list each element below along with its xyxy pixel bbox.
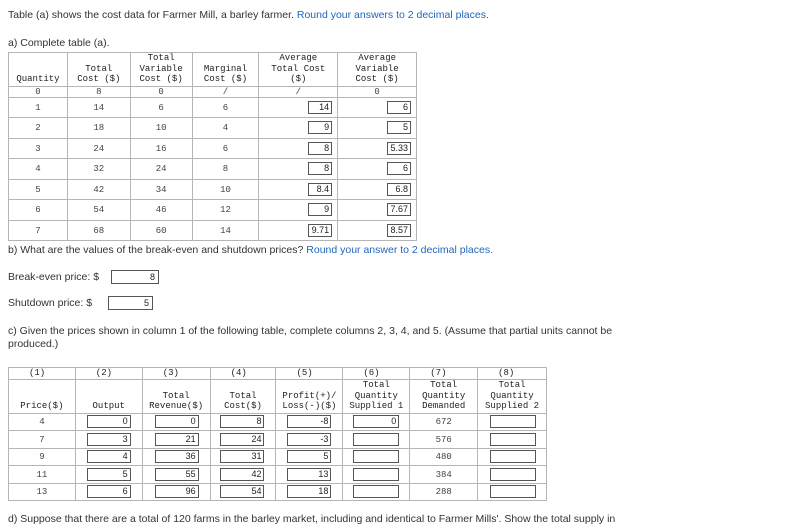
cost-table-cell	[9, 97, 68, 118]
part-c-question-line2: produced.)	[8, 338, 59, 350]
cost-table-cell	[67, 220, 130, 241]
revenue-table-cell	[210, 431, 276, 449]
part-c-question-line1: c) Given the prices shown in column 1 of the following table, complete columns 2, 3, 4, and 5. (Assume that partial units cannot be	[8, 325, 613, 337]
revenue-table-cell	[276, 483, 343, 501]
output-input[interactable]: 6	[87, 485, 131, 498]
cost-table-cell: /	[192, 86, 259, 97]
cost-table-cell	[192, 220, 259, 241]
cost-table-cell	[9, 118, 68, 139]
quantity-demanded-value: 672	[435, 417, 452, 428]
revenue-table-col-header	[343, 379, 410, 413]
cost-table-row	[9, 159, 417, 180]
avg-total-cost-input[interactable]: 14	[308, 101, 332, 114]
shutdown-label: Shutdown price: $	[8, 297, 93, 309]
rounding-note: Round your answers to 2 decimal places.	[296, 9, 489, 21]
cost-table-cell	[259, 159, 338, 180]
header-line: Quantity	[16, 74, 60, 84]
avg-total-cost-input[interactable]: 9	[308, 121, 332, 134]
revenue-table-cell	[343, 466, 410, 484]
cost-table-cell	[9, 159, 68, 180]
revenue-table-cell	[210, 448, 276, 466]
cost-value: 60	[155, 225, 167, 236]
cost-value: 10	[220, 184, 231, 195]
header-line: Supplied 2	[485, 401, 540, 411]
revenue-table-cell	[75, 413, 142, 431]
avg-variable-cost-input[interactable]: 6	[387, 162, 411, 175]
cost-table-cell	[259, 220, 338, 241]
revenue-table-cell	[9, 448, 76, 466]
avg-variable-cost-input[interactable]: 8.57	[387, 224, 411, 237]
output-input[interactable]: 3	[87, 433, 131, 446]
cost-table-cell	[130, 118, 192, 139]
cost-table-cell	[67, 138, 130, 159]
cost-table-row	[9, 86, 417, 97]
quantity-demanded-value: 480	[435, 452, 452, 463]
revenue-table-cell	[276, 413, 343, 431]
cost-value: 46	[155, 205, 167, 216]
cost-table-cell	[67, 118, 130, 139]
quantity-supplied-2-input[interactable]	[490, 415, 536, 428]
cost-value: 8	[222, 164, 229, 175]
cost-value: 4	[222, 123, 229, 134]
column-number: (1)	[9, 368, 76, 380]
cost-table-cell	[130, 159, 192, 180]
cost-table	[8, 52, 417, 241]
revenue-table	[8, 367, 547, 501]
revenue-table-col-header	[210, 379, 276, 413]
revenue-table-cell	[210, 466, 276, 484]
cost-value: 68	[93, 225, 105, 236]
revenue-table-cell	[9, 483, 76, 501]
revenue-table-cell	[276, 448, 343, 466]
avg-variable-cost-input[interactable]: 6.8	[387, 183, 411, 196]
total-cost-input[interactable]: 8	[220, 415, 264, 428]
header-line: Total Cost	[271, 63, 326, 74]
cost-value: 6	[222, 102, 229, 113]
cost-value: 34	[155, 184, 167, 195]
cost-table-cell	[9, 138, 68, 159]
cost-value: 2	[35, 123, 41, 134]
total-cost-input[interactable]: 42	[220, 468, 264, 481]
profit-loss-input[interactable]: 18	[287, 485, 331, 498]
avg-total-cost-input[interactable]: 8	[308, 142, 332, 155]
shutdown-input[interactable]: 5	[108, 296, 153, 310]
cost-table-row	[9, 220, 417, 241]
column-number: (5)	[276, 368, 343, 380]
revenue-table-cell	[75, 431, 142, 449]
header-line: Supplied 1	[349, 401, 404, 411]
revenue-table-col-header	[9, 379, 76, 413]
header-line: Average	[279, 53, 318, 63]
revenue-table-col-header	[410, 379, 478, 413]
cost-value: 24	[93, 143, 105, 154]
total-revenue-input[interactable]: 36	[155, 450, 199, 463]
cost-table-cell	[9, 179, 68, 200]
price-value: 13	[36, 487, 48, 498]
cost-table-row	[9, 97, 417, 118]
cost-table-col-header	[259, 53, 338, 87]
cost-table-row	[9, 179, 417, 200]
column-number: (7)	[410, 368, 478, 380]
quantity-supplied-1-input[interactable]	[353, 450, 399, 463]
cost-table-cell	[67, 97, 130, 118]
cost-value: 6	[158, 102, 164, 113]
revenue-table-cell	[9, 431, 76, 449]
part-b-question-line	[8, 244, 493, 256]
cost-table-cell: /	[259, 86, 338, 97]
cost-value: 42	[93, 184, 105, 195]
cost-table-row	[9, 118, 417, 139]
cost-value: 24	[155, 164, 167, 175]
column-number: (8)	[478, 368, 547, 380]
cost-table-cell	[338, 200, 417, 221]
header-line: Revenue($)	[149, 401, 204, 411]
total-revenue-input[interactable]: 21	[155, 433, 199, 446]
revenue-table-header	[9, 379, 547, 413]
break-even-input[interactable]: 8	[111, 270, 159, 284]
revenue-table-row	[9, 431, 547, 449]
quantity-supplied-1-input[interactable]	[353, 485, 399, 498]
cost-table-col-header	[67, 53, 130, 87]
avg-variable-cost-input[interactable]: 5.33	[387, 142, 411, 155]
output-input[interactable]: 4	[87, 450, 131, 463]
avg-total-cost-input[interactable]: 9.71	[308, 224, 332, 237]
cost-table-cell: 0	[130, 86, 192, 97]
revenue-table-col-header	[142, 379, 210, 413]
profit-loss-input[interactable]: -3	[287, 433, 331, 446]
cost-table-row	[9, 200, 417, 221]
revenue-table-cell	[478, 448, 547, 466]
revenue-table-cell	[276, 466, 343, 484]
header-line: Quantity	[354, 390, 398, 401]
column-number: (4)	[210, 368, 276, 380]
cost-table-row	[9, 138, 417, 159]
cost-table-header	[9, 53, 417, 87]
part-b-question: b) What are the values of the break-even and shutdown prices?	[8, 244, 304, 256]
quantity-supplied-1-input[interactable]	[353, 468, 399, 481]
revenue-table-cell	[75, 466, 142, 484]
cost-value: 54	[93, 205, 105, 216]
header-line: Profit(+)/	[282, 390, 337, 401]
header-line: Variable	[355, 63, 399, 74]
revenue-table-cell	[343, 483, 410, 501]
revenue-table-cell	[478, 431, 547, 449]
header-line: Total	[162, 390, 190, 401]
revenue-table-cell	[9, 466, 76, 484]
cost-value: 6	[35, 205, 41, 216]
avg-variable-cost-input[interactable]: 6	[387, 101, 411, 114]
revenue-table-cell	[142, 448, 210, 466]
revenue-table-cell	[478, 413, 547, 431]
revenue-table-cell	[142, 483, 210, 501]
column-number: (3)	[142, 368, 210, 380]
cost-table-cell	[67, 179, 130, 200]
cost-table-col-header	[130, 53, 192, 87]
cost-table-cell	[9, 200, 68, 221]
quantity-supplied-2-input[interactable]	[490, 433, 536, 446]
profit-loss-input[interactable]: 5	[287, 450, 331, 463]
price-value: 9	[39, 452, 45, 463]
total-cost-input[interactable]: 31	[220, 450, 264, 463]
cost-value: 4	[35, 164, 41, 175]
quantity-demanded-value: 384	[435, 469, 452, 480]
header-line: Total	[85, 63, 113, 74]
header-line: Variable	[139, 63, 183, 74]
avg-total-cost-input[interactable]: 9	[308, 203, 332, 216]
cost-table-cell	[67, 159, 130, 180]
cost-table-cell: 0	[338, 86, 417, 97]
intro-text: Table (a) shows the cost data for Farmer Mill, a barley farmer.	[8, 9, 294, 21]
revenue-table-row	[9, 448, 547, 466]
cost-table-cell: 8	[67, 86, 130, 97]
cost-table-cell	[67, 200, 130, 221]
quantity-supplied-2-input[interactable]	[490, 468, 536, 481]
cost-table-cell	[130, 179, 192, 200]
revenue-table-cell	[410, 413, 478, 431]
cost-table-cell	[338, 159, 417, 180]
revenue-table-cell	[142, 413, 210, 431]
avg-variable-cost-input[interactable]: 7.67	[387, 203, 411, 216]
quantity-supplied-2-input[interactable]	[490, 450, 536, 463]
revenue-table-col-header	[276, 379, 343, 413]
cost-value: 7	[35, 225, 41, 236]
output-input[interactable]: 0	[87, 415, 131, 428]
header-line: Total	[498, 380, 526, 390]
cost-table-cell: 0	[9, 86, 68, 97]
cost-table-cell	[259, 179, 338, 200]
header-line: Demanded	[422, 401, 466, 411]
revenue-table-cell	[142, 466, 210, 484]
cost-table-cell	[259, 138, 338, 159]
total-cost-input[interactable]: 54	[220, 485, 264, 498]
cost-table-cell	[259, 200, 338, 221]
total-revenue-input[interactable]: 0	[155, 415, 199, 428]
cost-table-cell	[338, 220, 417, 241]
cost-value: 6	[222, 143, 229, 154]
cost-table-col-header	[192, 53, 259, 87]
revenue-table-cell	[343, 448, 410, 466]
revenue-table-cell	[478, 466, 547, 484]
cost-table-cell	[9, 220, 68, 241]
revenue-table-cell	[9, 413, 76, 431]
cost-value: 3	[35, 143, 41, 154]
header-line: Cost ($)	[355, 74, 399, 84]
part-d-text: d) Suppose that there are a total of 120 farms in the barley market, including and identical to Farmer Mills'. Show the total supply in	[8, 513, 616, 525]
cost-value: 5	[35, 184, 41, 195]
cost-table-cell	[192, 200, 259, 221]
revenue-table-cell	[276, 431, 343, 449]
header-line: Total	[430, 380, 458, 390]
quantity-demanded-value: 288	[435, 487, 452, 498]
revenue-table-cell	[343, 413, 410, 431]
quantity-supplied-1-input[interactable]	[353, 433, 399, 446]
total-revenue-input[interactable]: 96	[155, 485, 199, 498]
revenue-table-cell	[478, 483, 547, 501]
cost-table-cell	[192, 138, 259, 159]
revenue-table-cell	[142, 431, 210, 449]
column-number: (6)	[343, 368, 410, 380]
cost-value: 10	[155, 123, 167, 134]
price-value: 11	[36, 469, 48, 480]
cost-value: 14	[220, 225, 231, 236]
header-line: Cost($)	[224, 401, 262, 411]
quantity-supplied-2-input[interactable]	[490, 485, 536, 498]
cost-table-cell	[130, 220, 192, 241]
profit-loss-input[interactable]: -8	[287, 415, 331, 428]
header-line: ($)	[290, 74, 307, 84]
cost-table-cell	[192, 159, 259, 180]
part-a-label: a) Complete table (a).	[8, 37, 110, 49]
cost-table-cell	[259, 97, 338, 118]
column-number: (2)	[75, 368, 142, 380]
part-b-note: Round your answer to 2 decimal places.	[306, 244, 494, 256]
cost-table-cell	[130, 97, 192, 118]
revenue-table-cell	[210, 483, 276, 501]
cost-table-cell	[259, 118, 338, 139]
revenue-table-row	[9, 413, 547, 431]
cost-value: 1	[35, 102, 41, 113]
output-input[interactable]: 5	[87, 468, 131, 481]
header-line: Total	[362, 380, 390, 390]
revenue-table-row	[9, 466, 547, 484]
price-value: 4	[39, 417, 45, 428]
cost-value: 14	[93, 102, 105, 113]
quantity-demanded-value: 576	[435, 434, 452, 445]
cost-table-col-header	[9, 53, 68, 87]
header-line: Quantity	[490, 390, 534, 401]
header-line: Cost ($)	[139, 74, 183, 84]
cost-table-cell	[192, 97, 259, 118]
header-line: Total	[229, 390, 257, 401]
cost-table-cell	[338, 138, 417, 159]
header-line: Loss(-)($)	[282, 401, 337, 411]
revenue-table-cell	[410, 431, 478, 449]
revenue-table-column-numbers	[9, 368, 547, 380]
cost-table-cell	[130, 138, 192, 159]
profit-loss-input[interactable]: 13	[287, 468, 331, 481]
revenue-table-col-header	[478, 379, 547, 413]
revenue-table-col-header	[75, 379, 142, 413]
cost-table-cell	[338, 179, 417, 200]
avg-total-cost-input[interactable]: 8.4	[308, 183, 332, 196]
header-line: Cost ($)	[203, 74, 248, 84]
cost-table-cell	[338, 118, 417, 139]
avg-total-cost-input[interactable]: 8	[308, 162, 332, 175]
total-revenue-input[interactable]: 55	[155, 468, 199, 481]
cost-table-col-header	[338, 53, 417, 87]
revenue-table-cell	[410, 483, 478, 501]
cost-table-cell	[192, 118, 259, 139]
cost-value: 18	[93, 123, 105, 134]
cost-table-cell	[338, 97, 417, 118]
revenue-table-cell	[410, 466, 478, 484]
header-line: Quantity	[422, 390, 466, 401]
revenue-table-cell	[410, 448, 478, 466]
header-line: Total	[147, 53, 175, 63]
cost-value: 16	[155, 143, 167, 154]
break-even-label: Break-even price: $	[8, 271, 100, 283]
intro-paragraph	[8, 9, 489, 21]
revenue-table-cell	[343, 431, 410, 449]
revenue-table-cell	[75, 448, 142, 466]
cost-table-cell	[192, 179, 259, 200]
header-line: Marginal	[203, 63, 248, 74]
cost-value: 32	[93, 164, 105, 175]
revenue-table-cell	[75, 483, 142, 501]
header-line: Cost ($)	[77, 74, 121, 84]
total-cost-input[interactable]: 24	[220, 433, 264, 446]
cost-value: 12	[220, 205, 231, 216]
cost-table-cell	[130, 200, 192, 221]
header-line: Price($)	[20, 401, 64, 411]
header-line: Average	[358, 53, 396, 63]
price-value: 7	[39, 434, 45, 445]
revenue-table-cell	[210, 413, 276, 431]
quantity-supplied-1-input[interactable]: 0	[353, 415, 399, 428]
avg-variable-cost-input[interactable]: 5	[387, 121, 411, 134]
revenue-table-row	[9, 483, 547, 501]
header-line: Output	[92, 401, 125, 411]
